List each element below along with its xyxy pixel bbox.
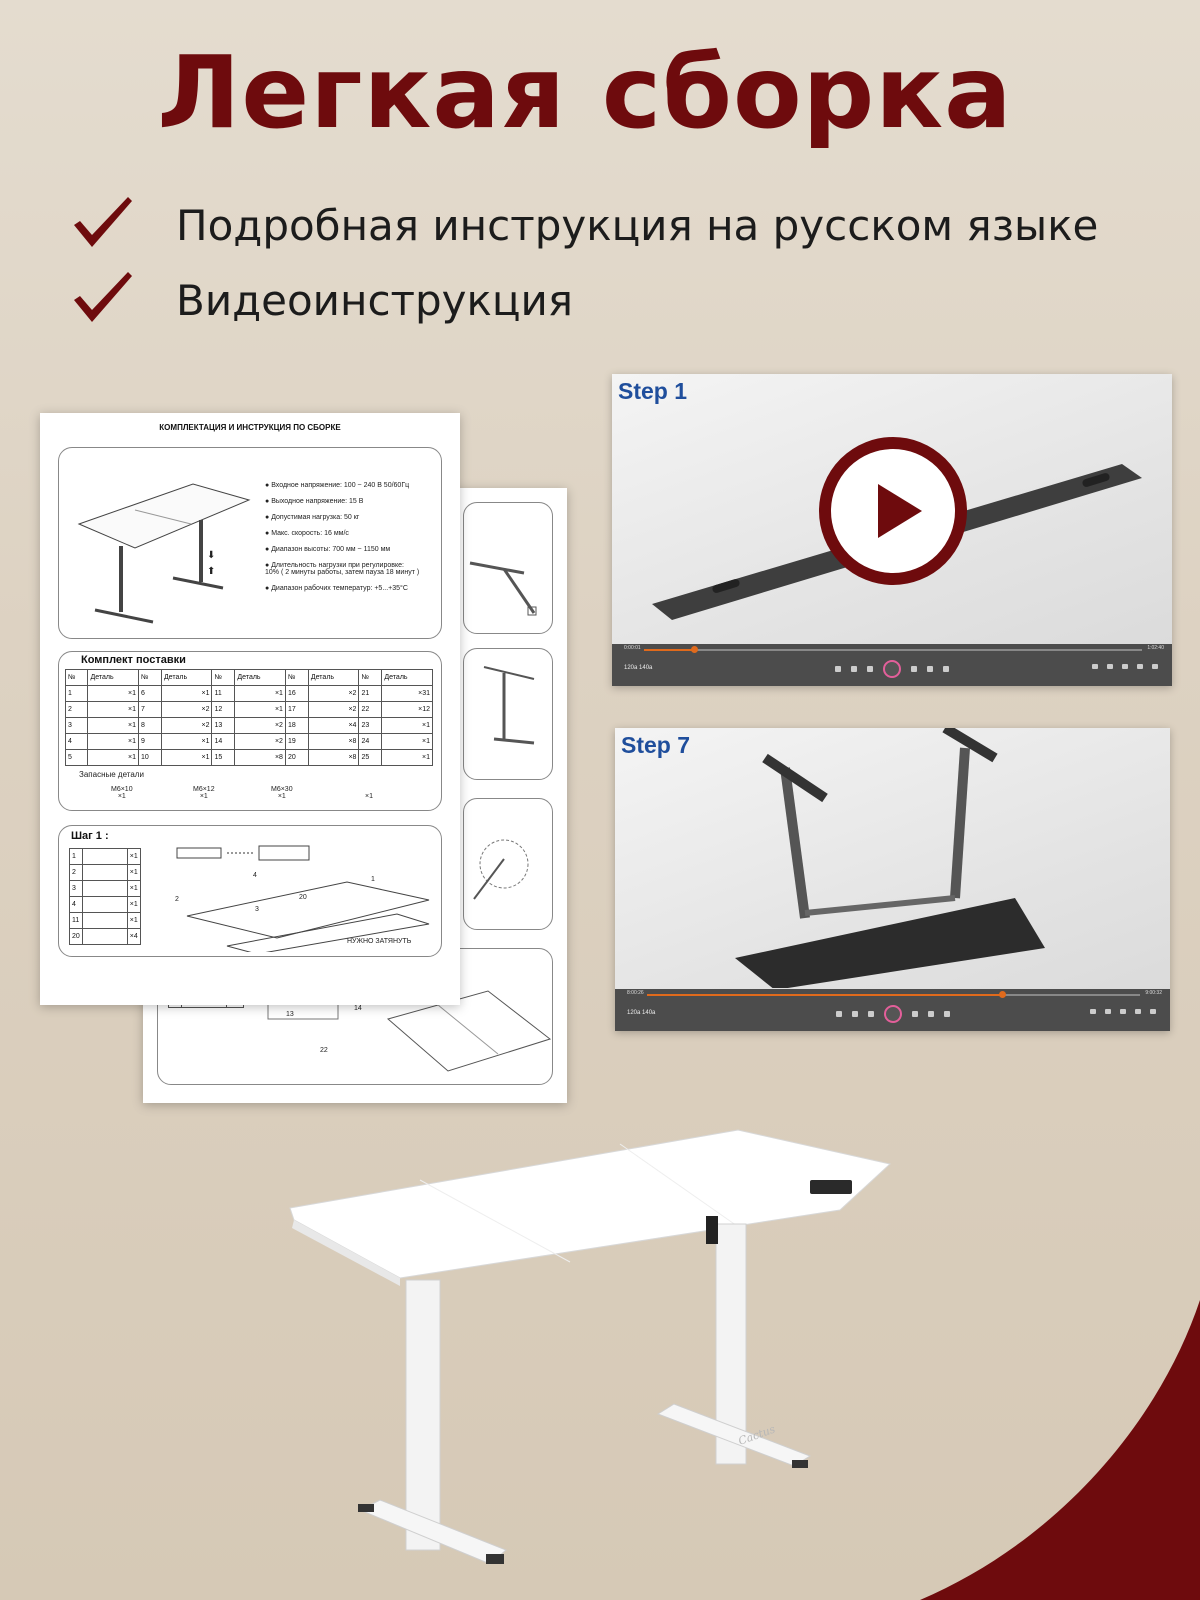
callout: 13 — [286, 1011, 294, 1018]
feature-text: Видеоинструкция — [176, 275, 574, 325]
video-controls — [615, 989, 1170, 1031]
volume-icon[interactable] — [1107, 664, 1113, 669]
spec-line: Диапазон рабочих температур: +5...+35°C — [271, 585, 408, 592]
table-row: 1 ×1 6 ×1 11 ×1 16 ×2 21 ×31 — [66, 686, 433, 702]
video-step-label: Step 1 — [618, 378, 688, 404]
spare-title: Запасные детали — [79, 770, 144, 779]
play-button[interactable] — [818, 436, 968, 586]
progress-bar[interactable] — [647, 994, 1140, 996]
next-icon[interactable] — [928, 1011, 934, 1017]
desk-drawing — [73, 462, 253, 632]
play-pause-button[interactable] — [884, 1005, 902, 1023]
step-box — [463, 502, 553, 634]
specs-box — [58, 447, 442, 639]
spare-part: M6×10 ×1 — [111, 786, 133, 800]
table-row: 2 ×1 — [70, 865, 141, 881]
step-box — [463, 798, 553, 930]
kit-table — [65, 669, 433, 766]
callout: 14 — [354, 1005, 362, 1012]
video-controls — [612, 644, 1172, 686]
checkmark-icon — [70, 270, 136, 330]
spec-line: Диапазон высоты: 700 мм ~ 1150 мм — [271, 546, 391, 553]
rewind-icon[interactable] — [867, 666, 873, 672]
step-title: Шаг 1 : — [71, 830, 109, 842]
shuffle-icon[interactable] — [836, 1011, 842, 1017]
previous-icon[interactable] — [851, 666, 857, 672]
forward-icon[interactable] — [911, 666, 917, 672]
table-row: 1 ×1 — [70, 849, 141, 865]
repeat-icon[interactable] — [944, 1011, 950, 1017]
frame-drawing — [464, 649, 552, 779]
play-pause-button[interactable] — [883, 660, 901, 678]
spec-line: Длительность нагрузки при регулировке: — [271, 562, 404, 569]
previous-icon[interactable] — [852, 1011, 858, 1017]
desk-illustration — [270, 1120, 900, 1590]
table-row: 11 ×1 — [70, 913, 141, 929]
subtitles-icon[interactable] — [1090, 1009, 1096, 1014]
progress-bar[interactable] — [644, 649, 1142, 651]
spare-part: ×1 — [365, 793, 373, 800]
kit-box — [58, 651, 442, 811]
video-step-label: Step 7 — [621, 732, 691, 758]
time-elapsed: 8:00:26 — [627, 990, 644, 996]
next-icon[interactable] — [927, 666, 933, 672]
table-header: № Деталь № Деталь № Деталь № Деталь № Деталь — [66, 670, 433, 686]
step-parts-table — [69, 848, 141, 945]
more-icon[interactable] — [1150, 1009, 1156, 1014]
callout: 22 — [320, 1047, 328, 1054]
brand-logo: Cactus — [736, 1422, 778, 1448]
forward-icon[interactable] — [912, 1011, 918, 1017]
shuffle-icon[interactable] — [835, 666, 841, 672]
video-player[interactable] — [612, 374, 1172, 686]
fullscreen-icon[interactable] — [1122, 664, 1128, 669]
repeat-icon[interactable] — [943, 666, 949, 672]
more-icon[interactable] — [1152, 664, 1158, 669]
feature-item — [70, 190, 1098, 260]
table-row: 4 ×1 9 ×1 14 ×2 19 ×8 24 ×1 — [66, 734, 433, 750]
manual-page-front — [40, 413, 460, 1005]
time-total: 9:00:32 — [1145, 990, 1162, 996]
tighten-label: НУЖНО ЗАТЯНУТЬ — [347, 938, 412, 945]
spec-line: Макс. скорость: 16 мм/с — [271, 530, 349, 537]
step-1-box — [58, 825, 442, 957]
feature-text: Подробная инструкция на русском языке — [176, 200, 1099, 250]
time-elapsed: 0:00:01 — [624, 645, 641, 651]
detail-drawing — [464, 799, 552, 929]
spec-line: Выходное напряжение: 15 В — [271, 498, 364, 505]
time-total: 1:02:40 — [1147, 645, 1164, 651]
callout: 4 — [253, 872, 257, 879]
rewind-icon[interactable] — [868, 1011, 874, 1017]
table-row: 3 ×1 8 ×2 13 ×2 18 ×4 23 ×1 — [66, 718, 433, 734]
spec-line: Допустимая нагрузка: 50 кг — [271, 514, 360, 521]
callout: 20 — [299, 894, 307, 901]
spec-line: Входное напряжение: 100 ~ 240 В 50/60Гц — [271, 482, 410, 489]
subtitles-icon[interactable] — [1092, 664, 1098, 669]
table-row: 20 ×4 — [70, 929, 141, 945]
specs-list: ● Входное напряжение: 100 ~ 240 В 50/60Гц ● Выходное напряжение: 15 В ● Допустимая нагрузка: 50 кг ● Макс. скорость: 16 мм/с ● Диапазон высоты: 700 мм ~ 1150 мм ● Длительность нагрузки при регулировке: 10% ( 2 минуты работы, затем пауза 18 минут ) ● Диапазон рабочих температур: +5...+35°C — [265, 482, 420, 592]
settings-icon[interactable] — [1137, 664, 1143, 669]
svg-text:⬆: ⬆ — [207, 566, 216, 577]
spare-part: M6×30 ×1 — [271, 786, 293, 800]
callout: 1 — [371, 876, 375, 883]
control-panel-icon — [810, 1180, 852, 1194]
settings-icon[interactable] — [1135, 1009, 1141, 1014]
callout: 2 — [175, 896, 179, 903]
volume-icon[interactable] — [1105, 1009, 1111, 1014]
svg-text:⬇: ⬇ — [207, 550, 216, 561]
table-row: 4 ×1 — [70, 897, 141, 913]
table-row: 3 ×1 — [70, 881, 141, 897]
checkmark-icon — [70, 195, 136, 255]
quality-label[interactable]: 120a 140a — [627, 1010, 656, 1016]
spare-part: M6×12 ×1 — [193, 786, 215, 800]
video-frame-frame — [715, 728, 1075, 988]
manual-heading: КОМПЛЕКТАЦИЯ И ИНСТРУКЦИЯ ПО СБОРКЕ — [159, 423, 341, 432]
kit-title: Комплект поставки — [81, 654, 186, 666]
beam-drawing — [167, 834, 437, 952]
video-player[interactable] — [615, 728, 1170, 1031]
table-row: 5 ×1 10 ×1 15 ×8 20 ×8 25 ×1 — [66, 750, 433, 766]
step-box — [463, 648, 553, 780]
callout: 3 — [255, 906, 259, 913]
frame-drawing — [464, 503, 552, 633]
page-title: Легкая сборка — [157, 34, 1013, 151]
quality-label[interactable]: 120a 140a — [624, 665, 653, 671]
fullscreen-icon[interactable] — [1120, 1009, 1126, 1014]
feature-item — [70, 265, 573, 335]
spec-line: 10% ( 2 минуты работы, затем пауза 18 минут ) — [265, 569, 420, 576]
table-row: 2 ×1 7 ×2 12 ×1 17 ×2 22 ×12 — [66, 702, 433, 718]
